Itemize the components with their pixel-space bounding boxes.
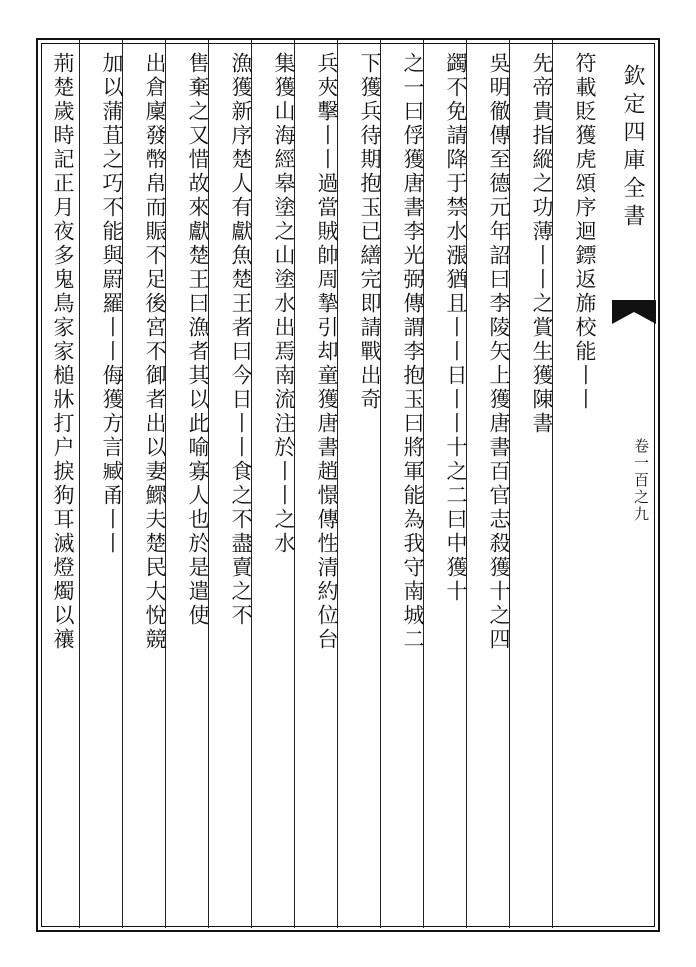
text-column: 售棄之又惜故來獻楚王曰漁者其以此喻寡人也於是遣使 [186, 52, 210, 628]
text-column: 漁獲新序楚人有獻魚楚王者曰今日丨丨食之不盡賣之不 [229, 52, 253, 628]
volume-label: 卷一百之九 [632, 438, 650, 523]
text-column: 符載貶獲虎頌序迴鏢返旆校能丨丨 [573, 52, 597, 412]
fishtail-mark-icon [612, 300, 656, 324]
text-column: 加以蒲苴之巧不能與罻羅丨丨侮獲方言臧甬丨丨 [100, 52, 124, 556]
text-column: 蠲不免請降于禁水漲猶且丨丨日丨丨十之二曰中獲十 [444, 52, 468, 604]
text-column: 兵夾擊丨丨過當賊帥周摯引却童獲唐書趙憬傳性清約位台 [315, 52, 339, 652]
text-column: 集獲山海經皋塗之山塗水出焉南流注於丨丨之水 [272, 52, 296, 556]
text-column: 出倉廩發幣帛而賑不足後宮不御者出以妻鰥夫楚民大悅競 [143, 52, 167, 652]
text-column: 下獲兵待期抱玉已繕完即請戰出奇 [358, 52, 382, 412]
book-title: 欽定四庫全書 [620, 64, 645, 232]
text-column: 荊楚歲時記正月夜多鬼鳥家家槌牀打户捩狗耳滅燈燭以禳 [51, 52, 75, 652]
text-column: 先帝貴指縱之功薄丨丨之賞生獲陳書 [530, 52, 554, 436]
text-column: 吳明徹傳至德元年詔曰李陵矢上獲唐書百官志殺獲十之四 [487, 52, 511, 652]
center-strip [612, 38, 656, 930]
text-column: 之一曰俘獲唐書李光弼傳謂李抱玉曰將軍能為我守南城二 [401, 52, 425, 652]
